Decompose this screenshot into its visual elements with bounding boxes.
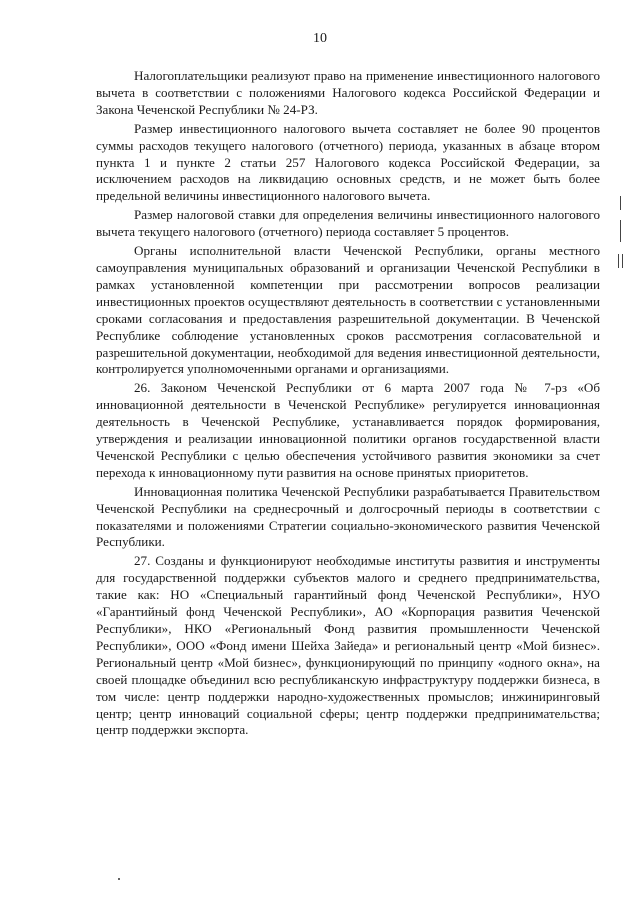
paragraph-tax-deduction-right: Налогоплательщики реализуют право на применение инвестиционного налогового вычета в соответствии с положениями Налогового кодекса Российской Федерации и Закона Чеченской Республики № 24-РЗ.	[96, 68, 600, 117]
document-body	[96, 68, 600, 739]
scan-speck	[118, 878, 120, 880]
paragraph-innovation-policy: Инновационная политика Чеченской Республики разрабатывается Правительством Чеченской Республики на среднесрочный и долгосрочный периоды в соответствии с показателями и положениями Стратегии социально-экономического развития Чеченской Республики.	[96, 483, 600, 550]
paragraph-deduction-size: Размер инвестиционного налогового вычета составляет не более 90 процентов суммы расходов текущего налогового (отчетного) периода, указанных в абзаце втором пункта 1 и пункте 2 статьи 257 Налогового кодекса Российской Федерации, за исключением расходов на ликвидацию основных средств, и не может быть более предельной величины инвестиционного налогового вычета.	[96, 120, 600, 204]
paragraph-tax-rate: Размер налоговой ставки для определения величины инвестиционного налогового вычета текущего налогового (отчетного) периода составляет 5 процентов.	[96, 207, 600, 240]
paragraph-26-innovation-law: 26. Законом Чеченской Республики от 6 марта 2007 года № 7-рз «Об инновационной деятельности в Чеченской Республике» регулируется инновационная деятельность в Чеченской Республике, устанавливается порядок формирования, утверждения и реализации инновационной политики органов государственной власти Чеченской Республики с целью обеспечения устойчивого развития экономики за счет перехода к инновационному пути развития на основе принятых приоритетов.	[96, 380, 600, 480]
page-number: 10	[313, 31, 327, 46]
paragraph-27-development-institutions: 27. Созданы и функционируют необходимые институты развития и инструменты для государственной поддержки субъектов малого и среднего предпринимательства, такие как: НО «Специальный гарантийный фонд Чеченской Республики», НУО «Гарантийный фонд Чеченской Республики», АО «Корпорация развития Чеченской Республики», НКО «Региональный Фонд развития промышленности Чеченской Республики», ООО «Фонд имени Шейха Зайеда» и региональный центр «Мой бизнес». Региональный центр «Мой бизнес», функционирующий по принципу «одного окна», на своей площадке объединил всю республиканскую инфраструктуру поддержки бизнеса, в том числе: центр поддержки народно-художественных промыслов; инжиниринговый центр; центр инноваций социальной сферы; центр поддержки предпринимательства; центр поддержки экспорта.	[96, 553, 600, 738]
paragraph-executive-bodies: Органы исполнительной власти Чеченской Республики, органы местного самоуправления муниципальных образований и организации Чеченской Республики в рамках установленной компетенции при рассмотрении вопросов реализации инвестиционных проектов осуществляют деятельность в соответствии с установленными сроками согласования и предоставления разрешительной документации. В Чеченской Республике соблюдение установленных сроков рассмотрения согласовательной и разрешительной документации, необходимой для ведения инвестиционной деятельности, контролируется уполномоченными органами и организациями.	[96, 243, 600, 377]
